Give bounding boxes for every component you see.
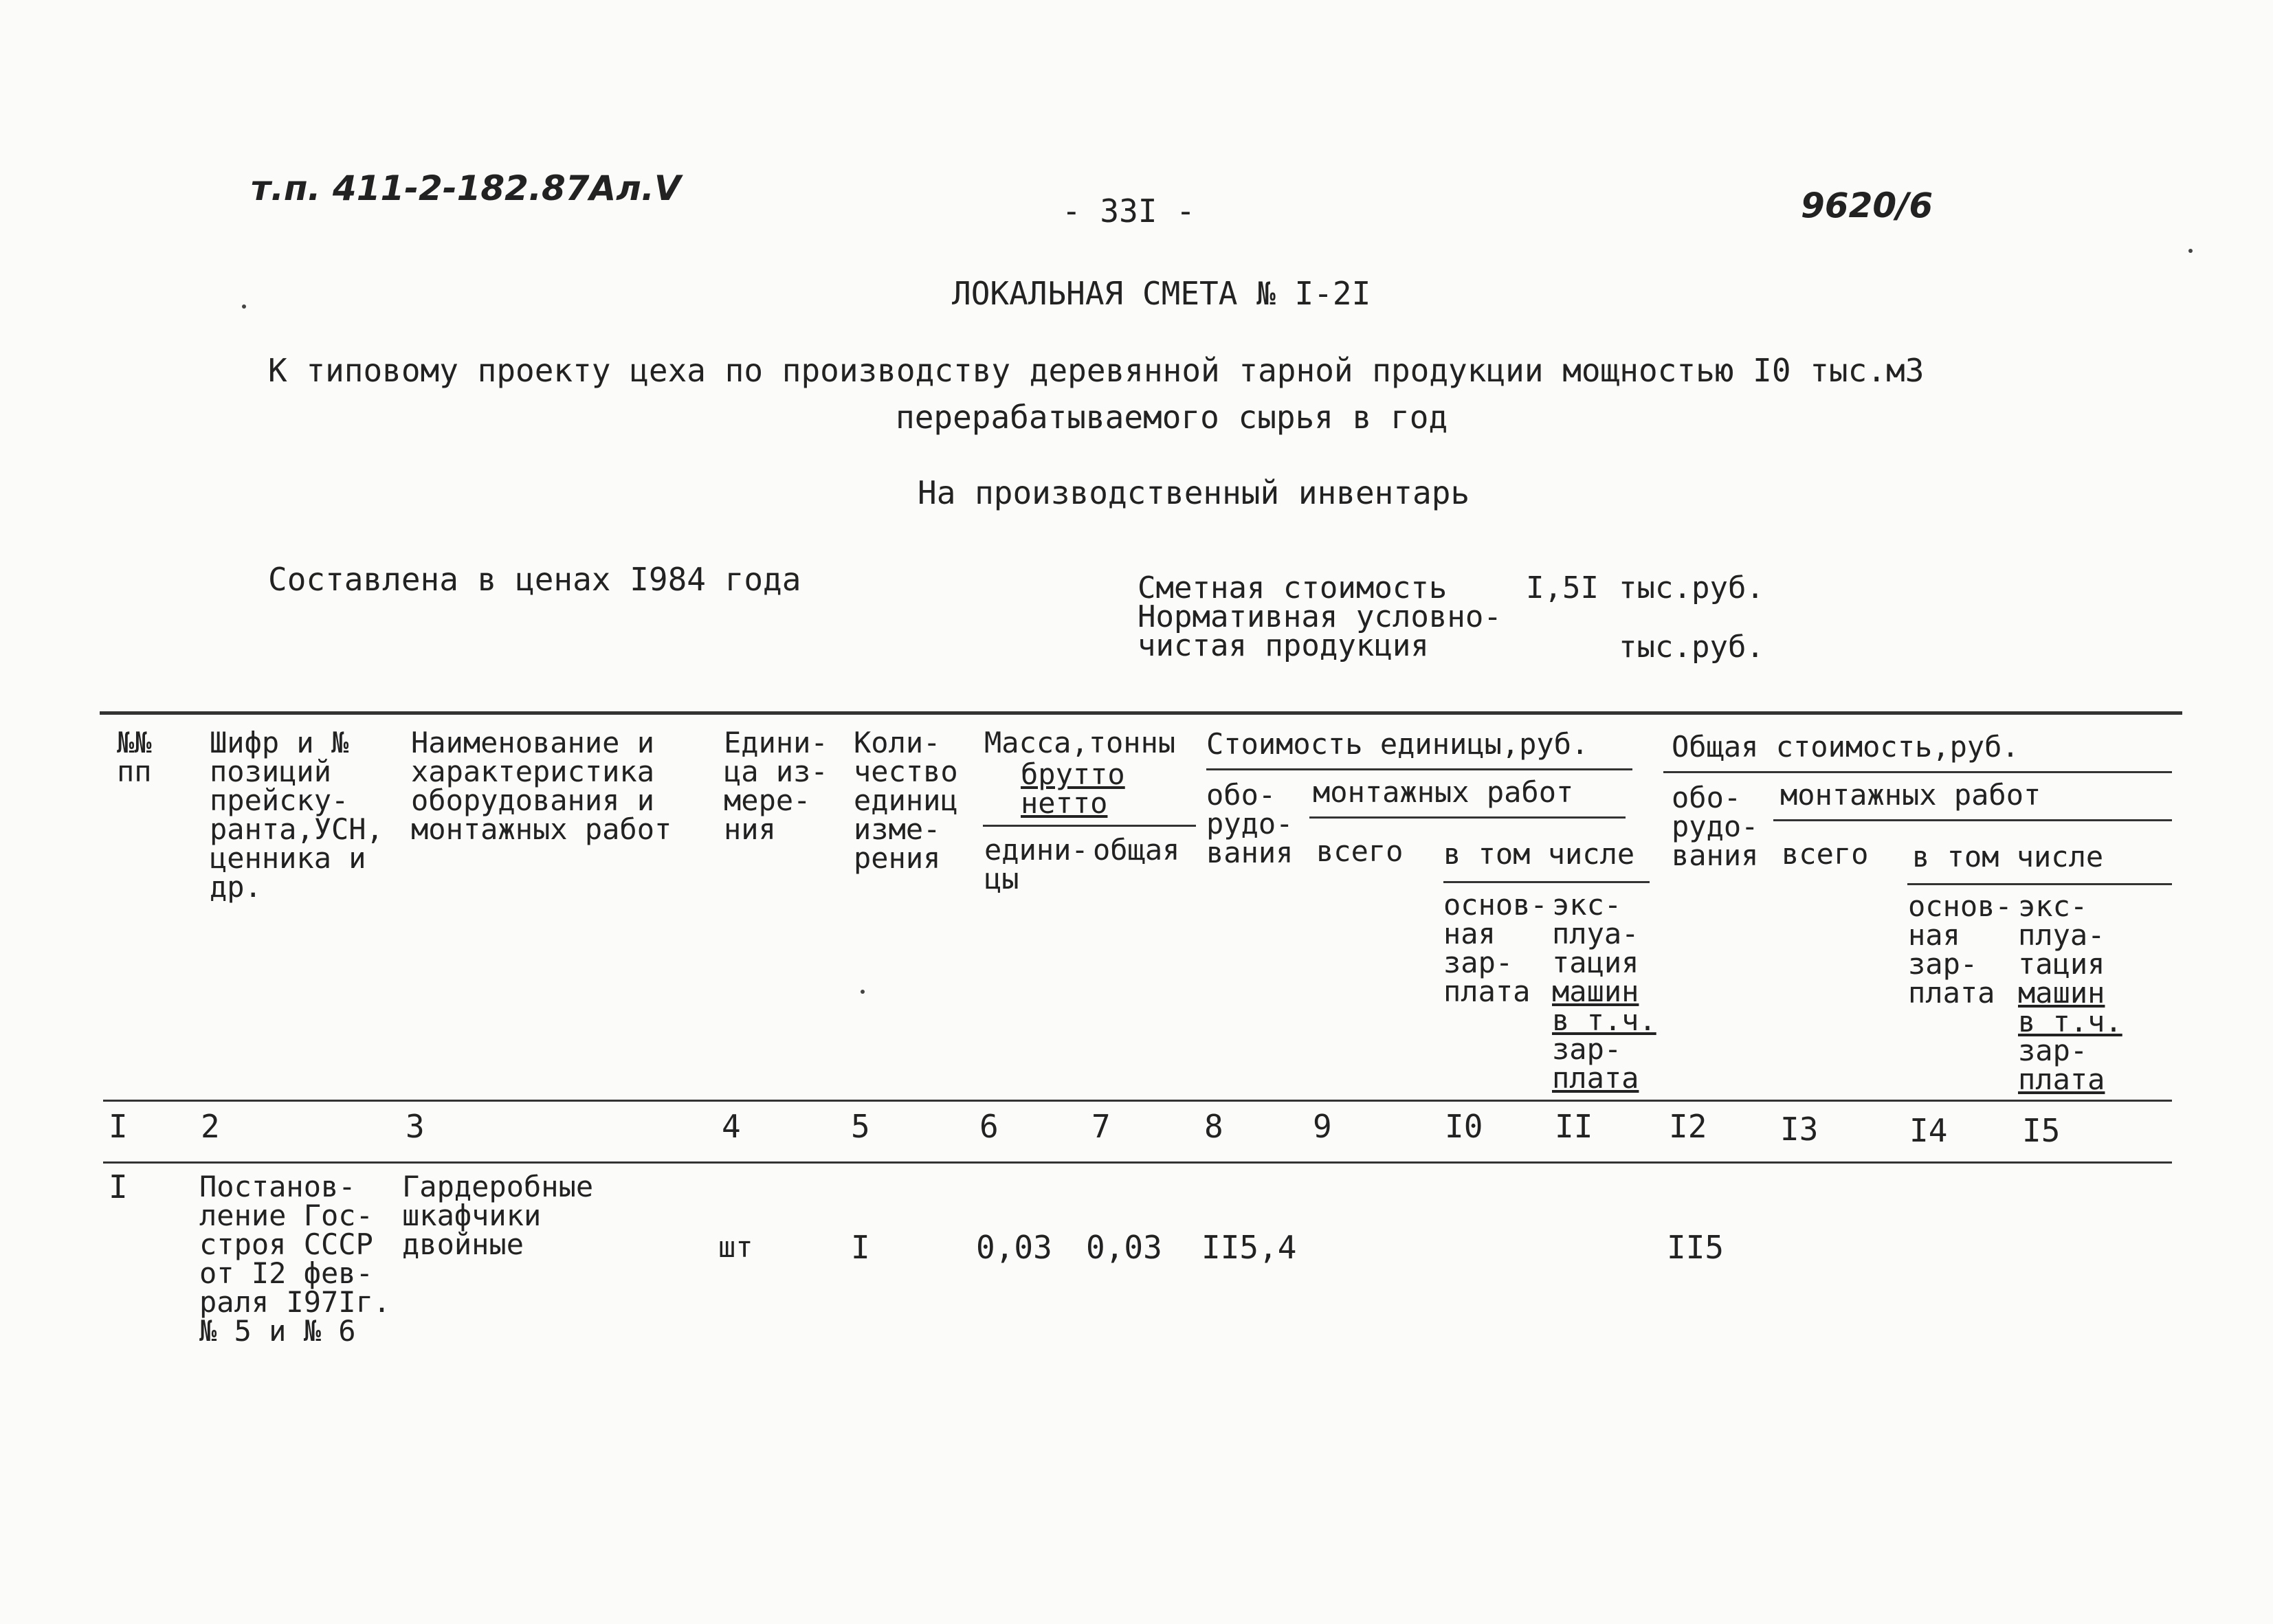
col-number-13: I3 <box>1780 1111 1819 1148</box>
table-top-rule <box>100 711 2182 715</box>
row-equip-total-cost: II5 <box>1667 1229 1725 1266</box>
numbers-bottom-rule <box>103 1161 2172 1164</box>
archive-number: 9620/6 <box>1801 186 1933 225</box>
unit-cost-header: Стоимость единицы,руб. <box>1206 727 1589 761</box>
row-unit: шт <box>718 1230 753 1264</box>
col2-header: Шифр и № позиций прейску- ранта,УСН, ценника и др. <box>210 726 384 904</box>
total-cost-header: Общая стоимость,руб. <box>1672 730 2019 764</box>
col1-header: №№ пп <box>117 726 152 788</box>
project-code: т.п. 411-2-182.87Ал.V <box>251 168 681 208</box>
row-name: Гардеробные шкафчики двойные <box>402 1170 594 1261</box>
document-title: ЛОКАЛЬНАЯ СМЕТА № I-2I <box>952 275 1371 312</box>
rule-incl-total <box>1907 883 2172 885</box>
total-equipment-header: обо- рудо- вания <box>1672 781 1759 872</box>
col-number-1: I <box>109 1108 128 1145</box>
rule-mass-split <box>983 825 1196 827</box>
col-number-9: 9 <box>1313 1108 1332 1145</box>
rule-total-cost <box>1663 771 2172 773</box>
prices-note: Составлена в ценах I984 года <box>268 561 801 598</box>
norm-label-line1: Нормативная условно- <box>1138 599 1502 634</box>
rule-unit-cost <box>1206 768 1632 770</box>
rule-install-unit <box>1309 816 1626 819</box>
norm-unit: тыс.руб. <box>1619 630 1764 665</box>
norm-label-line2: чистая продукция <box>1138 628 1429 663</box>
total-including: в том числе <box>1912 840 2104 874</box>
mass-header: Масса,тонны <box>984 726 1176 759</box>
cost-value: I,5I <box>1526 570 1599 605</box>
col-number-14: I4 <box>1909 1112 1948 1149</box>
rule-incl-unit <box>1443 881 1650 883</box>
mass-unit-header: едини- цы <box>984 833 1089 896</box>
unit-including: в том числе <box>1443 837 1635 871</box>
row-num: I <box>109 1168 128 1205</box>
mass-brutto: брутто <box>1021 757 1125 791</box>
col-number-6: 6 <box>979 1108 999 1145</box>
header-bottom-rule <box>103 1100 2172 1102</box>
subtitle-line2: перерабатываемого сырья в год <box>896 399 1448 436</box>
row-code: Постанов- ление Гос- строя СССР от I2 фев- раля I97Iг. № 5 и № 6 <box>199 1170 391 1348</box>
col-number-11: II <box>1555 1108 1593 1145</box>
cost-unit: тыс.руб. <box>1619 570 1764 605</box>
col-number-7: 7 <box>1091 1108 1111 1145</box>
rule-install-total <box>1773 819 2172 821</box>
row-mass-unit: 0,03 <box>976 1229 1052 1266</box>
col-number-8: 8 <box>1204 1108 1223 1145</box>
mass-netto: нетто <box>1021 786 1108 820</box>
col3-header: Наименование и характеристика оборудования и монтажных работ <box>411 726 672 846</box>
unit-install-header: монтажных работ <box>1313 775 1574 809</box>
col-number-3: 3 <box>406 1108 425 1145</box>
col-number-15: I5 <box>2022 1112 2061 1149</box>
section-title: На производственный инвентарь <box>918 474 1470 511</box>
cost-label: Сметная стоимость <box>1138 570 1448 605</box>
col-number-10: I0 <box>1445 1108 1483 1145</box>
page-number: - 33I - <box>1062 192 1195 230</box>
speck <box>242 304 246 309</box>
col-number-5: 5 <box>851 1108 870 1145</box>
total-install-header: монтажных работ <box>1780 778 2041 812</box>
unit-equipment-header: обо- рудо- вания <box>1206 778 1294 869</box>
row-equip-unit-cost: II5,4 <box>1201 1229 1297 1266</box>
total-base-salary: основ- ная зар- плата <box>1908 889 2013 1010</box>
total-machine-ops: экс- плуа- тация машин в т.ч. зар- плата <box>2018 889 2122 1096</box>
col5-header: Коли- чество единиц изме- рения <box>854 726 958 875</box>
speck <box>861 990 865 994</box>
row-qty: I <box>851 1229 870 1266</box>
unit-base-salary: основ- ная зар- плата <box>1443 888 1548 1008</box>
total-install-total: всего <box>1782 837 1869 871</box>
col-number-2: 2 <box>201 1108 220 1145</box>
col-number-12: I2 <box>1669 1108 1707 1145</box>
row-mass-total: 0,03 <box>1086 1229 1162 1266</box>
speck <box>2188 249 2193 253</box>
subtitle-line1: К типовому проекту цеха по производству деревянной тарной продукции мощностью I0 тыс.м3 <box>268 352 1925 389</box>
col-number-4: 4 <box>722 1108 741 1145</box>
col4-header: Едини- ца из- мере- ния <box>724 726 828 846</box>
unit-install-total: всего <box>1316 834 1404 868</box>
unit-machine-ops: экс- плуа- тация машин в т.ч. зар- плата <box>1552 888 1656 1095</box>
mass-total-header: общая <box>1093 833 1180 867</box>
